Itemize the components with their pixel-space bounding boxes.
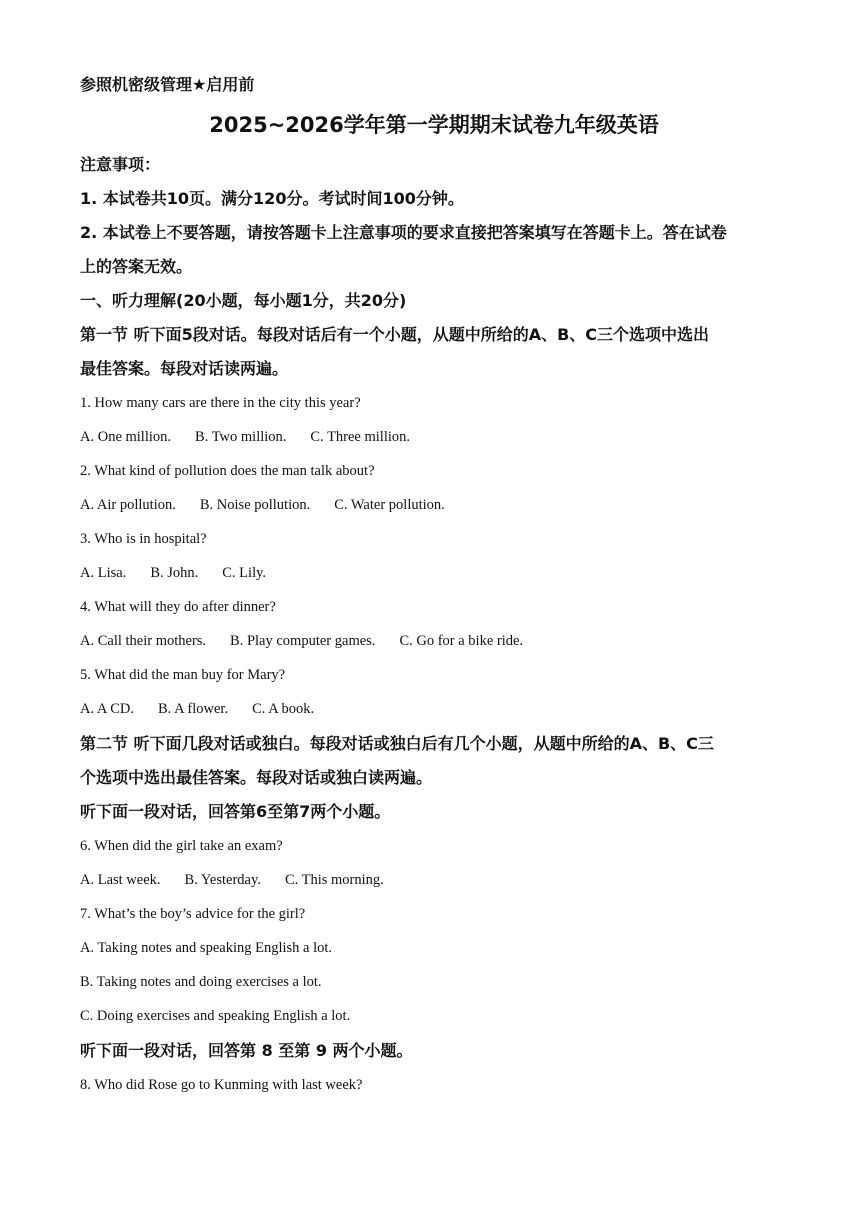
option-b: B. Two million. [195, 429, 287, 445]
part-1-instruction-line-1: 第一节 听下面5段对话。每段对话后有一个小题，从题中所给的A、B、C三个选项中选出 [80, 325, 710, 344]
question-7-option-c: C. Doing exercises and speaking English a lot. [80, 1008, 351, 1024]
question-2-options [80, 498, 445, 513]
notes-item-1: 1. 本试卷共10页。满分120分。考试时间100分钟。 [80, 189, 464, 208]
question-4: 4. What will they do after dinner? [80, 599, 276, 615]
option-c: C. Three million. [310, 429, 411, 445]
page-title: 2025~2026学年第一学期期末试卷九年级英语 [209, 113, 659, 137]
question-5: 5. What did the man buy for Mary? [80, 667, 286, 683]
option-a: A. A CD. [80, 701, 134, 717]
notes-item-2-line-1: 2. 本试卷上不要答题，请按答题卡上注意事项的要求直接把答案填写在答题卡上。答在试卷 [80, 223, 727, 242]
notes-heading: 注意事项： [80, 155, 161, 174]
question-1-options [80, 430, 410, 445]
question-7-option-a: A. Taking notes and speaking English a lot. [80, 940, 333, 956]
option-b: B. Yesterday. [184, 872, 261, 888]
option-c: C. A book. [252, 701, 315, 717]
option-c: C. Water pollution. [334, 497, 445, 513]
option-a: A. Air pollution. [80, 497, 176, 513]
part-2-instruction-line-1: 第二节 听下面几段对话或独白。每段对话或独白后有几个小题，从题中所给的A、B、C三 [80, 734, 714, 753]
part-2-instruction-line-2: 个选项中选出最佳答案。每段对话或独白读两遍。 [80, 768, 433, 787]
option-c: C. Lily. [222, 565, 267, 581]
question-5-options [80, 702, 314, 717]
option-a: A. One million. [80, 429, 172, 445]
option-b: B. Play computer games. [230, 633, 376, 649]
part-1-instruction-line-2: 最佳答案。每段对话读两遍。 [80, 359, 289, 378]
question-6-options [80, 873, 384, 888]
section-heading-listening: 一、听力理解(20小题，每小题1分，共20分) [80, 291, 407, 310]
option-a: A. Lisa. [80, 565, 127, 581]
notes-item-2-line-2: 上的答案无效。 [80, 257, 193, 276]
option-a: A. Last week. [80, 872, 161, 888]
question-7: 7. What’s the boy’s advice for the girl? [80, 906, 306, 922]
question-1: 1. How many cars are there in the city this year? [80, 395, 361, 411]
question-6: 6. When did the girl take an exam? [80, 838, 283, 854]
question-3-options [80, 566, 266, 581]
dialogue-group-1-instruction: 听下面一段对话，回答第6至第7两个小题。 [80, 802, 391, 821]
option-a: A. Call their mothers. [80, 633, 207, 649]
question-7-option-b: B. Taking notes and doing exercises a lot. [80, 974, 322, 990]
option-b: B. A flower. [158, 701, 229, 717]
confidential-label: 参照机密级管理★启用前 [80, 75, 255, 94]
option-b: B. John. [150, 565, 199, 581]
option-b: B. Noise pollution. [199, 497, 311, 513]
option-c: C. Go for a bike ride. [399, 633, 524, 649]
question-3: 3. Who is in hospital? [80, 531, 207, 547]
question-2: 2. What kind of pollution does the man talk about? [80, 463, 375, 479]
question-8: 8. Who did Rose go to Kunming with last week? [80, 1077, 363, 1093]
dialogue-group-2-instruction: 听下面一段对话，回答第 8 至第 9 两个小题。 [80, 1041, 413, 1060]
question-4-options [80, 634, 523, 649]
option-c: C. This morning. [284, 872, 384, 888]
